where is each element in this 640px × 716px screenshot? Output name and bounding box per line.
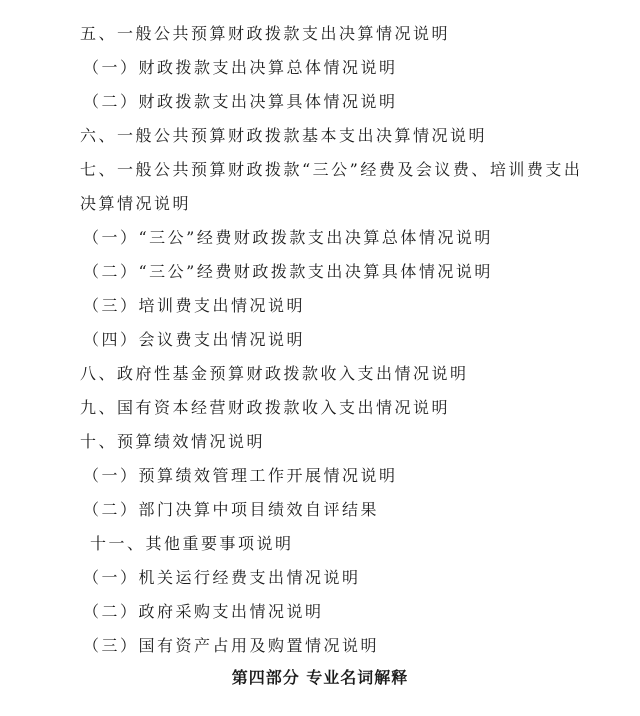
toc-item-11: 十一、其他重要事项说明: [90, 534, 294, 553]
toc-item-6: 六、一般公共预算财政拨款基本支出决算情况说明: [80, 126, 488, 145]
toc-item-5-2: （二）财政拨款支出决算具体情况说明: [83, 92, 398, 111]
toc-item-7-1: （一）“三公”经费财政拨款支出决算总体情况说明: [83, 228, 493, 247]
toc-item-7: 七、一般公共预算财政拨款“三公”经费及会议费、培训费支出: [80, 160, 583, 179]
section-heading: 第四部分 专业名词解释: [231, 668, 409, 687]
toc-item-7-4: （四）会议费支出情况说明: [83, 330, 306, 349]
toc-item-10-2: （二）部门决算中项目绩效自评结果: [83, 500, 380, 519]
toc-item-11-3: （三）国有资产占用及购置情况说明: [83, 636, 380, 655]
toc-item-11-2: （二）政府采购支出情况说明: [83, 602, 324, 621]
toc-item-10: 十、预算绩效情况说明: [80, 432, 266, 451]
toc-item-10-1: （一）预算绩效管理工作开展情况说明: [83, 466, 398, 485]
toc-item-7-2: （二）“三公”经费财政拨款支出决算具体情况说明: [83, 262, 493, 281]
toc-item-7-cont: 决算情况说明: [80, 194, 192, 213]
toc-item-5: 五、一般公共预算财政拨款支出决算情况说明: [80, 24, 451, 43]
toc-item-5-1: （一）财政拨款支出决算总体情况说明: [83, 58, 398, 77]
toc-item-7-3: （三）培训费支出情况说明: [83, 296, 306, 315]
toc-item-9: 九、国有资本经营财政拨款收入支出情况说明: [80, 398, 451, 417]
toc-item-11-1: （一）机关运行经费支出情况说明: [83, 568, 361, 587]
toc-item-8: 八、政府性基金预算财政拨款收入支出情况说明: [80, 364, 469, 383]
